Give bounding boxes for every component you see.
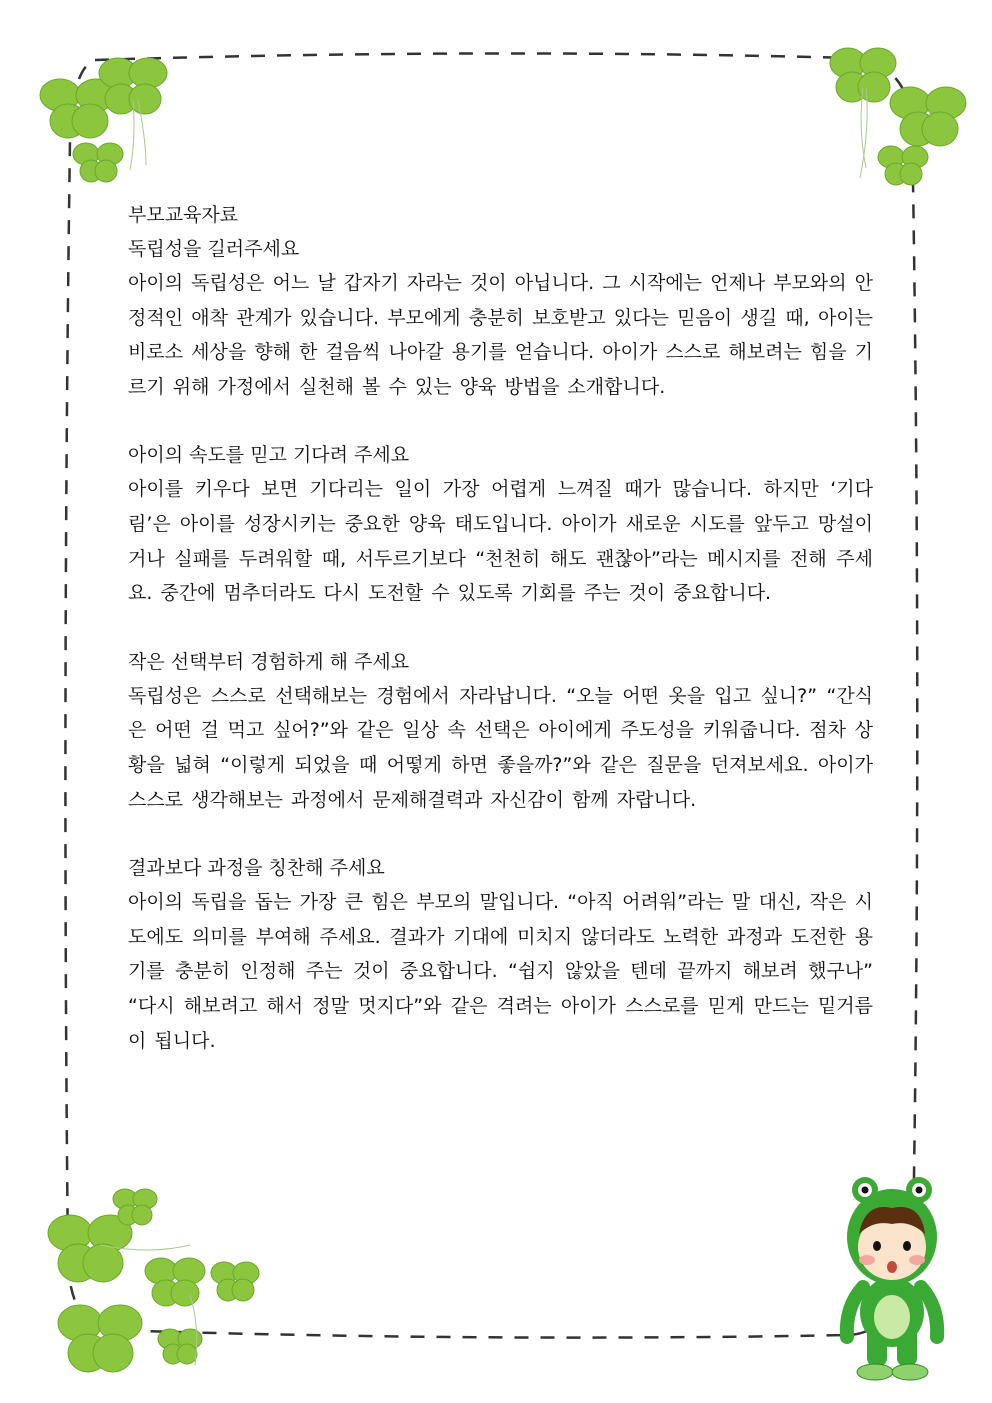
document-body [128, 198, 873, 1058]
clover-icon [18, 30, 208, 200]
section-paragraph: 독립성은 스스로 선택해보는 경험에서 자라납니다. “오늘 어떤 옷을 입고 싶니?” “간식은 어떤 걸 먹고 싶어?”와 같은 일상 속 선택은 아이에게 주도성을 키워줍니다. 점차 상황을 넓혀 “이렇게 되었을 때 어떻게 하면 좋을까?”와 같은 질문을 던져보세요. 아이가 스스로 생각해보는 과정에서 문제해결력과 자신감이 함께 자랍니다. [128, 684, 873, 811]
intro-paragraph: 아이의 독립성은 어느 날 갑자기 자라는 것이 아닙니다. 그 시작에는 언제나 부모와의 안정적인 애착 관계가 있습니다. 부모에게 충분히 보호받고 있다는 믿음이 생길 때, 아이는 비로소 세상을 향해 한 걸음씩 나아갈 용기를 얻습니다. 아이가 스스로 해보려는 힘을 기르기 위해 가정에서 실천해 볼 수 있는 양육 방법을 소개합니다. [128, 272, 873, 398]
section-paragraph: 아이를 키우다 보면 기다리는 일이 가장 어렵게 느껴질 때가 많습니다. 하지만 ‘기다림’은 아이를 성장시키는 중요한 양육 태도입니다. 아이가 새로운 시도를 앞두고 망설이거나 실패를 두려워할 때, 서두르기보다 “천천히 해도 괜찮아”라는 메시지를 전해 주세요. 중간에 멈추더라도 다시 도전할 수 있도록 기회를 주는 것이 중요합니다. [128, 478, 873, 605]
frog-character-icon [835, 1172, 950, 1387]
clover-icon [30, 1175, 260, 1380]
section-title: 결과보다 과정을 칭찬해 주세요 [128, 857, 385, 880]
section-paragraph: 아이의 독립을 돕는 가장 큰 힘은 부모의 말입니다. “아직 어려워”라는 말 대신, 작은 시도에도 의미를 부여해 주세요. 결과가 기대에 미치지 않더라도 노력한 과정과 도전한 용기를 충분히 인정해 주는 것이 중요합니다. “쉽지 않았을 텐데 끝까지 해보려 했구나” “다시 해보려고 해서 정말 멋지다”와 같은 격려는 아이가 스스로를 믿게 만드는 밑거름이 됩니다. [128, 891, 873, 1052]
document-title: 독립성을 길러주세요 [128, 238, 300, 260]
clover-icon [808, 28, 978, 198]
section-title: 작은 선택부터 경험하게 해 주세요 [128, 650, 410, 673]
document-label: 부모교육자료 [128, 204, 239, 226]
section-title: 아이의 속도를 믿고 기다려 주세요 [128, 444, 410, 467]
